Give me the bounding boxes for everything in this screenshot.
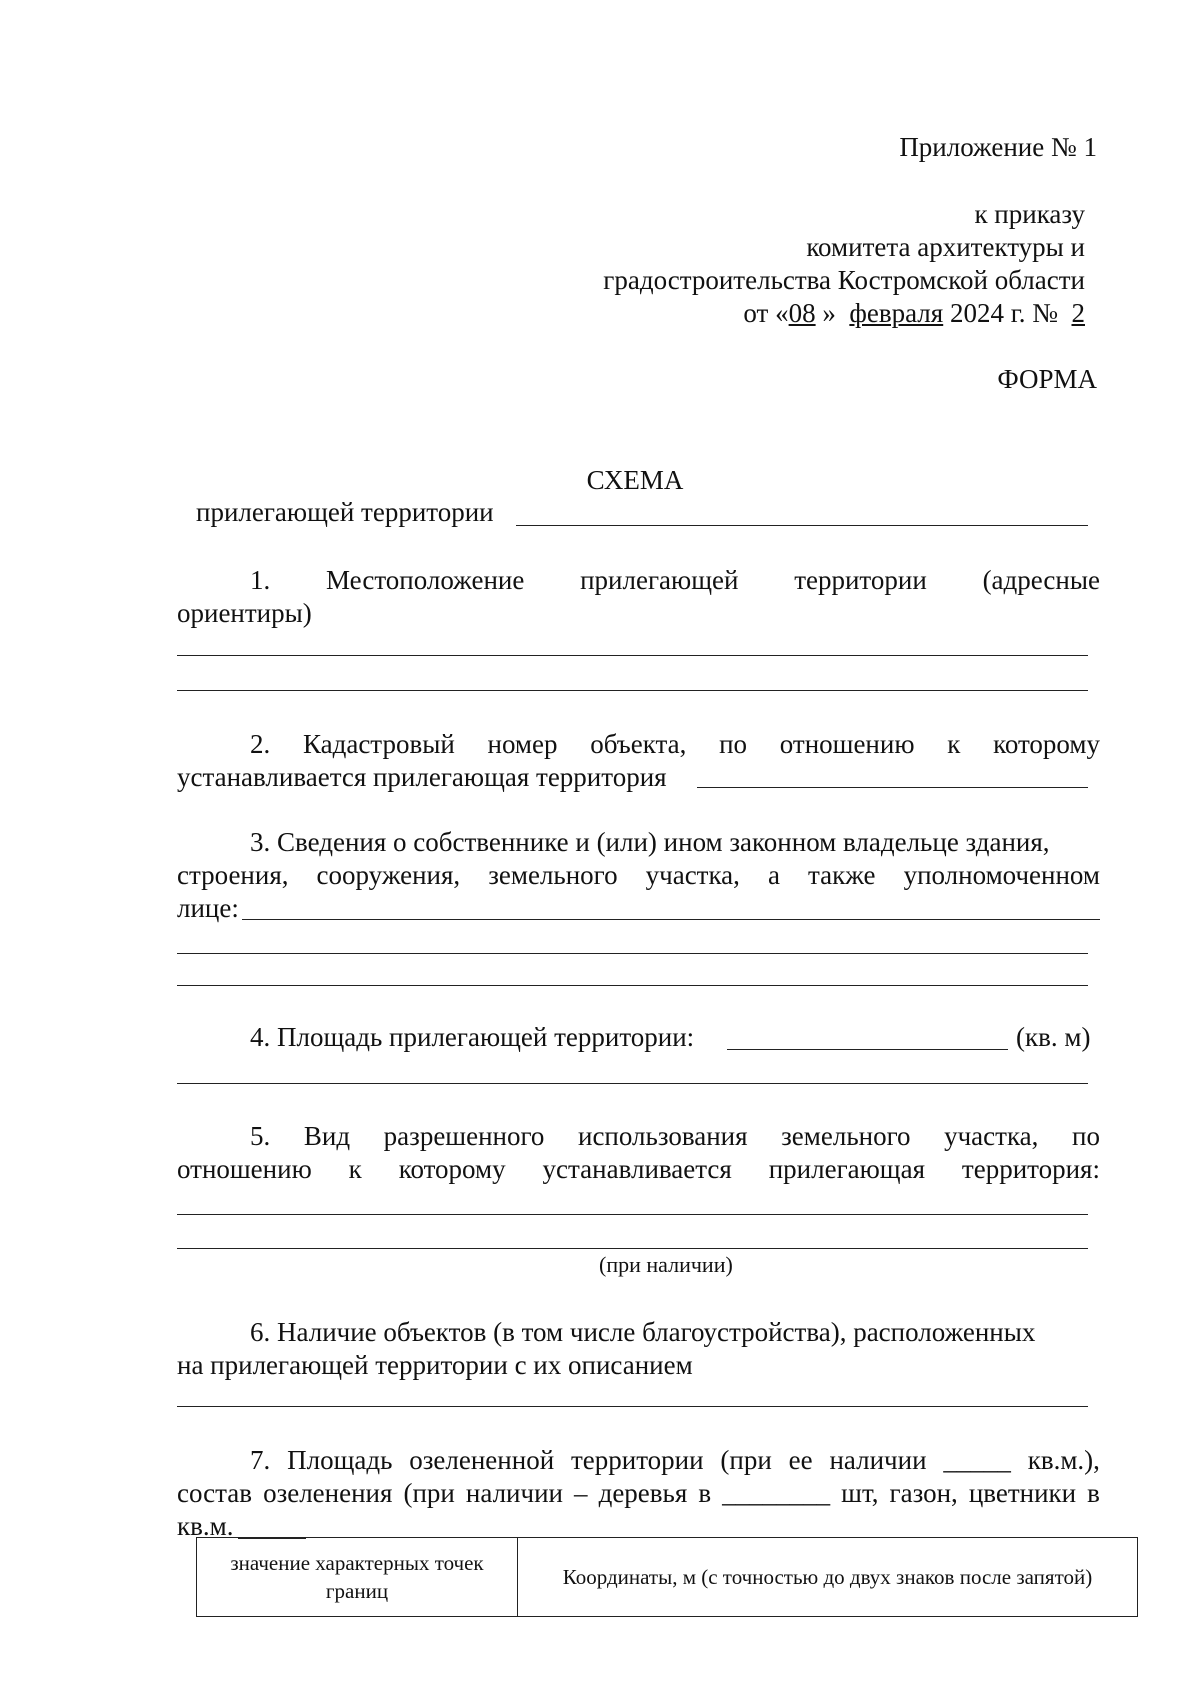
owner-info-blank-3[interactable] <box>177 985 1088 986</box>
owner-info-blank-1[interactable] <box>242 919 1100 920</box>
i5-w2-word: к <box>348 1154 362 1184</box>
to-order-label: к приказу <box>974 199 1085 229</box>
item-7-line-2 <box>177 1477 1100 1510</box>
item-5-line-1 <box>250 1120 1100 1153</box>
item-1-blank-2[interactable] <box>177 690 1088 691</box>
i2-w1-word: Кадастровый <box>302 729 455 759</box>
i5-w2-word: которому <box>398 1154 506 1184</box>
i5-w1-word: использования <box>578 1121 748 1151</box>
order-date-line <box>743 297 1085 330</box>
i1-w1-word: прилегающей <box>580 565 739 595</box>
cadastral-number-blank[interactable] <box>697 787 1088 788</box>
date-mid: » <box>822 298 836 328</box>
order-number: 2 <box>1071 298 1085 328</box>
date-year: 2024 г. № <box>949 298 1058 328</box>
item-1-blank-1[interactable] <box>177 655 1088 656</box>
item-3-line-3: лице: <box>177 893 239 923</box>
i7-w2-word: наличии <box>465 1478 563 1508</box>
i5-w1-word: участка, <box>944 1121 1039 1151</box>
i7-w2-word: состав <box>177 1478 253 1508</box>
boundary-points-header: значение характерных точек границ <box>197 1538 518 1617</box>
i7-w2-word: (при <box>403 1478 455 1508</box>
i7-w2-word: – <box>574 1478 588 1508</box>
item-3-line-2 <box>177 859 1100 892</box>
item-1-line-1 <box>250 564 1100 597</box>
i1-w1-word: Местоположение <box>326 565 525 595</box>
i1-w1-word: территории <box>794 565 927 595</box>
i7-w2-word: шт, <box>841 1478 879 1508</box>
i7-w1-word: территории <box>570 1445 704 1475</box>
territory-area-blank[interactable] <box>727 1049 1008 1050</box>
owner-info-blank-2[interactable] <box>177 953 1088 954</box>
i5-w1-word: Вид <box>303 1121 351 1151</box>
date-prefix: от « <box>743 298 789 328</box>
item-6-line-1: 6. Наличие объектов (в том числе благоустройства), расположенных <box>250 1317 1036 1347</box>
coordinates-table <box>196 1537 1138 1617</box>
i3-w2-word: а <box>767 860 780 890</box>
i7-w2-word: деревья <box>598 1478 688 1508</box>
item-2-line-2: устанавливается прилегающая территория <box>177 762 667 792</box>
i2-w1-word: по <box>719 729 748 759</box>
date-day: 08 <box>788 298 816 328</box>
i2-w1-word: к <box>947 729 961 759</box>
item-6-line-2: на прилегающей территории с их описанием <box>177 1350 693 1380</box>
i7-w2-word: в <box>698 1478 712 1508</box>
i3-w2-word: также <box>808 860 876 890</box>
i2-w1-word: номер <box>487 729 558 759</box>
item-1-line-2: ориентиры) <box>177 598 312 628</box>
i7-w2-word: газон, <box>889 1478 958 1508</box>
item-5-line-2 <box>177 1153 1100 1186</box>
item-4-unit: (кв. м) <box>1016 1022 1091 1052</box>
if-available-note: (при наличии) <box>599 1252 733 1277</box>
i5-w1-word: земельного <box>781 1121 911 1151</box>
land-use-blank-1[interactable] <box>177 1214 1088 1215</box>
item-4-text: 4. Площадь прилегающей территории: <box>250 1022 695 1052</box>
i2-w1-word: 2. <box>250 729 271 759</box>
i3-w2-word: уполномоченном <box>903 860 1100 890</box>
i7-w2-word: ________ <box>722 1478 831 1508</box>
i5-w1-word: по <box>1072 1121 1100 1151</box>
i3-w2-word: участка, <box>645 860 740 890</box>
i5-w2-word: устанавливается <box>542 1154 732 1184</box>
i7-w2-word: озеленения <box>263 1478 393 1508</box>
i7-w1-word: наличии <box>829 1445 927 1475</box>
i2-w1-word: объекта, <box>590 729 687 759</box>
i3-w2-word: строения, <box>177 860 289 890</box>
i5-w1-word: разрешенного <box>383 1121 545 1151</box>
i1-w1-word: (адресные <box>982 565 1100 595</box>
objects-description-blank[interactable] <box>177 1406 1088 1407</box>
i7-w2-word: цветники <box>968 1478 1077 1508</box>
i7-w1-word: озелененной <box>409 1445 555 1475</box>
item-7-line-1 <box>250 1444 1100 1477</box>
i5-w2-word: территория: <box>961 1154 1100 1184</box>
scheme-subtitle: прилегающей территории <box>196 497 494 527</box>
i7-w1-word: (при <box>720 1445 772 1475</box>
scheme-title: СХЕМА <box>586 465 684 495</box>
i7-w2-word: в <box>1087 1478 1100 1508</box>
i5-w1-word: 5. <box>250 1121 271 1151</box>
item-4-blank-2[interactable] <box>177 1083 1088 1084</box>
committee-line-1: комитета архитектуры и <box>806 232 1085 262</box>
i3-w2-word: земельного <box>488 860 618 890</box>
i2-w1-word: отношению <box>779 729 915 759</box>
land-use-blank-2[interactable] <box>177 1248 1088 1249</box>
i5-w2-word: отношению <box>177 1154 312 1184</box>
form-label: ФОРМА <box>997 364 1097 394</box>
i7-w1-word: _____ <box>943 1445 1011 1475</box>
i5-w2-word: прилегающая <box>768 1154 925 1184</box>
item-2-line-1 <box>250 728 1100 761</box>
i3-w2-word: сооружения, <box>316 860 461 890</box>
i7-w1-word: Площадь <box>287 1445 393 1475</box>
territory-name-blank[interactable] <box>516 525 1088 526</box>
appendix-label: Приложение № 1 <box>899 132 1097 162</box>
i7-w1-word: кв.м.), <box>1027 1445 1100 1475</box>
i7-w1-word: ее <box>788 1445 813 1475</box>
i1-w1-word: 1. <box>250 565 271 595</box>
item-7-line-3: кв.м. <box>177 1511 234 1541</box>
i2-w1-word: которому <box>993 729 1100 759</box>
i7-w1-word: 7. <box>250 1445 271 1475</box>
item-3-line-1: 3. Сведения о собственнике и (или) ином законном владельце здания, <box>250 827 1050 857</box>
date-month: февраля <box>849 298 944 328</box>
committee-line-2: градостроительства Костромской области <box>603 265 1085 295</box>
table-header-row <box>197 1538 1138 1617</box>
coordinates-header: Координаты, м (с точностью до двух знаков после запятой) <box>518 1538 1138 1617</box>
